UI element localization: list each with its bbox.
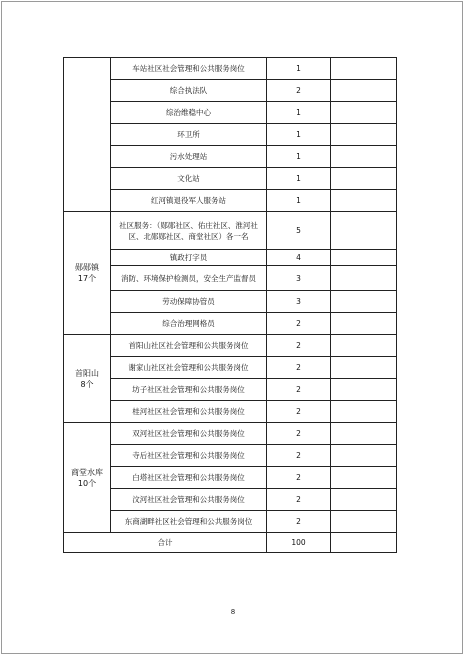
town-post-count: 10个 [77, 478, 97, 488]
quota-cell: 1 [267, 124, 331, 146]
post-name-cell: 综合执法队 [111, 80, 267, 102]
remark-cell [331, 313, 397, 335]
post-name-cell: 汶河社区社会管理和公共服务岗位 [111, 489, 267, 511]
town-post-count: 8个 [80, 379, 94, 389]
post-name-cell: 东商湖畔社区社会管理和公共服务岗位 [111, 511, 267, 533]
town-name: 首阳山 [75, 368, 99, 378]
post-allocation-table [63, 57, 397, 553]
post-name-cell: 坊子社区社会管理和公共服务岗位 [111, 379, 267, 401]
quota-cell: 1 [267, 146, 331, 168]
town-name: 商堂水库 [71, 467, 103, 477]
post-name-cell: 双河社区社会管理和公共服务岗位 [111, 423, 267, 445]
table-body [64, 58, 397, 553]
post-name-cell: 社区服务：（郧郧社区、佑庄社区、淮河社区、北郧郧社区、商堂社区）各一名 [111, 212, 267, 250]
remark-cell [331, 445, 397, 467]
quota-cell: 2 [267, 489, 331, 511]
remark-cell [331, 423, 397, 445]
remark-cell [331, 190, 397, 212]
table-row [64, 250, 397, 266]
remark-cell [331, 467, 397, 489]
total-value: 100 [267, 533, 331, 553]
post-name-cell: 消防、环境保护检测员，安全生产监督员 [111, 266, 267, 291]
post-name-cell: 环卫所 [111, 124, 267, 146]
town-cell [64, 58, 111, 212]
quota-cell: 1 [267, 190, 331, 212]
quota-cell: 2 [267, 313, 331, 335]
quota-cell: 4 [267, 250, 331, 266]
table-row [64, 102, 397, 124]
page-number: 8 [230, 608, 236, 616]
post-name-cell: 白塔社区社会管理和公共服务岗位 [111, 467, 267, 489]
post-name-cell: 红河镇退役军人服务站 [111, 190, 267, 212]
table-row [64, 124, 397, 146]
quota-cell: 5 [267, 212, 331, 250]
table-row [64, 511, 397, 533]
post-name-cell: 寺后社区社会管理和公共服务岗位 [111, 445, 267, 467]
table-row [64, 190, 397, 212]
remark-cell [331, 291, 397, 313]
quota-cell: 2 [267, 445, 331, 467]
post-name-cell: 综治维稳中心 [111, 102, 267, 124]
post-name-cell: 首阳山社区社会管理和公共服务岗位 [111, 335, 267, 357]
post-name-cell: 车站社区社会管理和公共服务岗位 [111, 58, 267, 80]
table-row [64, 146, 397, 168]
remark-cell [331, 102, 397, 124]
remark-cell [331, 489, 397, 511]
table-row [64, 401, 397, 423]
post-name-cell: 污水处理站 [111, 146, 267, 168]
quota-cell: 2 [267, 357, 331, 379]
post-name-cell: 桂河社区社会管理和公共服务岗位 [111, 401, 267, 423]
total-row [64, 533, 397, 553]
remark-cell [331, 266, 397, 291]
table-row [64, 423, 397, 445]
quota-cell: 2 [267, 423, 331, 445]
quota-cell: 2 [267, 511, 331, 533]
table-row [64, 357, 397, 379]
remark-cell [331, 212, 397, 250]
remark-cell [331, 511, 397, 533]
table-row [64, 379, 397, 401]
total-remark [331, 533, 397, 553]
quota-cell: 2 [267, 467, 331, 489]
remark-cell [331, 124, 397, 146]
town-cell [64, 335, 111, 423]
remark-cell [331, 250, 397, 266]
post-name-cell: 劳动保障协管员 [111, 291, 267, 313]
quota-cell: 3 [267, 266, 331, 291]
remark-cell [331, 80, 397, 102]
table-row [64, 335, 397, 357]
town-post-count: 17个 [77, 274, 97, 283]
remark-cell [331, 146, 397, 168]
table-row [64, 291, 397, 313]
remark-cell [331, 357, 397, 379]
table-row [64, 445, 397, 467]
town-cell [64, 423, 111, 533]
table-row [64, 313, 397, 335]
town-name: 郧郧镇 [75, 263, 99, 272]
quota-cell: 2 [267, 379, 331, 401]
town-cell [64, 212, 111, 335]
quota-cell: 2 [267, 335, 331, 357]
remark-cell [331, 58, 397, 80]
table-row [64, 266, 397, 291]
quota-cell: 1 [267, 102, 331, 124]
post-name-cell: 谢家山社区社会管理和公共服务岗位 [111, 357, 267, 379]
quota-cell: 1 [267, 168, 331, 190]
remark-cell [331, 379, 397, 401]
quota-cell: 3 [267, 291, 331, 313]
table-row [64, 80, 397, 102]
table-row [64, 467, 397, 489]
remark-cell [331, 168, 397, 190]
table-row [64, 212, 397, 250]
quota-cell: 2 [267, 401, 331, 423]
post-name-cell: 综合治理网格员 [111, 313, 267, 335]
table-row [64, 168, 397, 190]
table-row [64, 58, 397, 80]
post-name-cell: 镇政打字员 [111, 250, 267, 266]
total-label: 合计 [64, 533, 267, 553]
remark-cell [331, 335, 397, 357]
remark-cell [331, 401, 397, 423]
quota-cell: 1 [267, 58, 331, 80]
quota-cell: 2 [267, 80, 331, 102]
post-name-cell: 文化站 [111, 168, 267, 190]
table-row [64, 489, 397, 511]
